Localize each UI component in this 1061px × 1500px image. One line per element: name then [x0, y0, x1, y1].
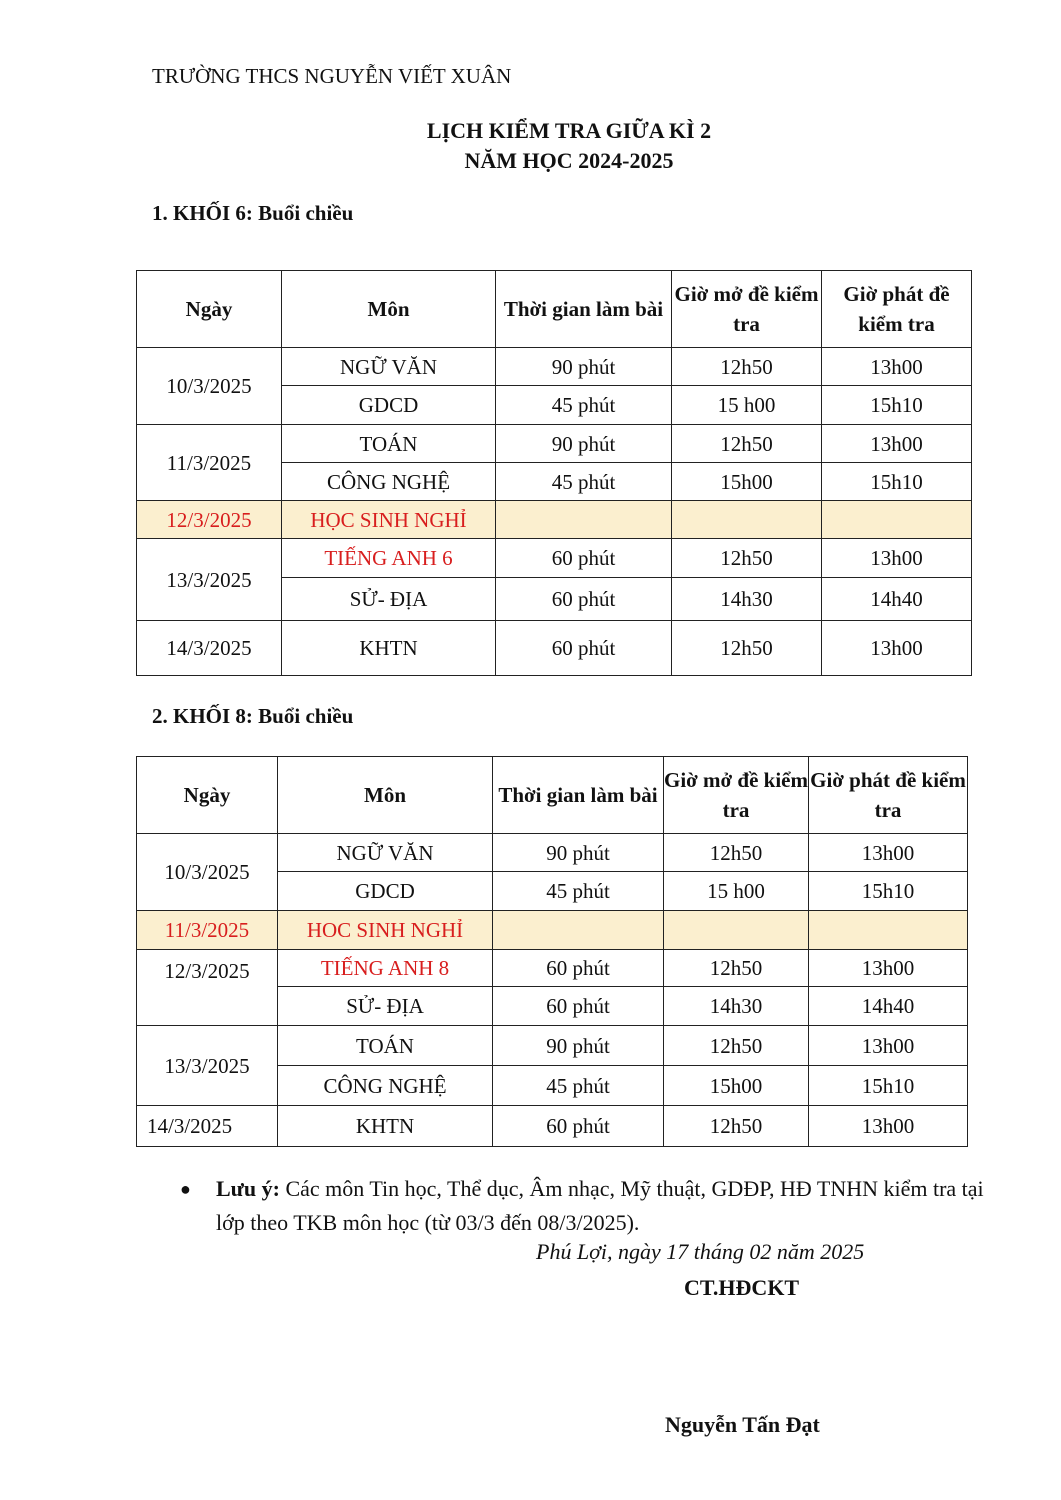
issue-time-cell: 15h10 [822, 386, 972, 425]
subject-cell: HOC SINH NGHỈ [278, 911, 493, 950]
duration-cell: 60 phút [493, 950, 664, 987]
issue-time-cell: 13h00 [809, 950, 968, 987]
duration-cell: 90 phút [493, 1026, 664, 1066]
issue-time-cell: 15h10 [809, 872, 968, 911]
subject-cell: GDCD [278, 872, 493, 911]
open-time-cell: 12h50 [672, 348, 822, 386]
subject-cell: TOÁN [282, 425, 496, 463]
duration-cell: 90 phút [496, 425, 672, 463]
duration-cell: 60 phút [496, 539, 672, 578]
subject-cell: NGỮ VĂN [278, 834, 493, 872]
duration-cell [496, 501, 672, 539]
issue-time-cell [809, 911, 968, 950]
column-header: Ngày [137, 271, 282, 348]
duration-cell: 60 phút [493, 1106, 664, 1147]
subject-cell: TIẾNG ANH 8 [278, 950, 493, 987]
issue-time-cell: 13h00 [809, 1106, 968, 1147]
table-row [137, 1106, 968, 1147]
subject-cell: SỬ- ĐỊA [278, 987, 493, 1026]
grade6-schedule-table [136, 270, 972, 676]
note-paragraph [216, 1172, 1006, 1240]
signer-role: CT.HĐCKT [684, 1275, 800, 1300]
duration-cell: 60 phút [493, 987, 664, 1026]
issue-time-cell: 13h00 [822, 348, 972, 386]
date-cell: 13/3/2025 [137, 539, 282, 621]
open-time-cell: 12h50 [672, 621, 822, 676]
duration-cell: 90 phút [493, 834, 664, 872]
issue-time-cell: 13h00 [809, 1026, 968, 1066]
school-name: TRƯỜNG THCS NGUYỄN VIẾT XUÂN [152, 64, 512, 88]
day-off-row [137, 911, 968, 950]
subject-cell: NGỮ VĂN [282, 348, 496, 386]
open-time-cell: 12h50 [664, 1106, 809, 1147]
issue-time-cell: 14h40 [822, 578, 972, 621]
subject-cell: CÔNG NGHỆ [282, 463, 496, 501]
issue-time-cell: 13h00 [809, 834, 968, 872]
duration-cell: 60 phút [496, 621, 672, 676]
bullet-icon: ● [180, 1179, 191, 1199]
subject-cell: KHTN [282, 621, 496, 676]
issue-time-cell: 15h10 [809, 1066, 968, 1106]
date-cell: 14/3/2025 [137, 621, 282, 676]
open-time-cell: 14h30 [672, 578, 822, 621]
issue-time-cell: 14h40 [809, 987, 968, 1026]
column-header: Giờ phát đề kiểm tra [822, 271, 972, 348]
column-header: Môn [278, 757, 493, 834]
date-cell: 14/3/2025 [137, 1106, 278, 1147]
grade8-heading: 2. KHỐI 8: Buổi chiều [152, 704, 354, 728]
column-header: Giờ mở đề kiểm tra [664, 757, 809, 834]
open-time-cell: 12h50 [672, 539, 822, 578]
subject-cell: TOÁN [278, 1026, 493, 1066]
table-row [137, 950, 968, 987]
open-time-cell: 15h00 [672, 463, 822, 501]
open-time-cell: 15h00 [664, 1066, 809, 1106]
table-row [137, 1026, 968, 1066]
column-header: Giờ mở đề kiểm tra [672, 271, 822, 348]
open-time-cell: 14h30 [664, 987, 809, 1026]
table-row [137, 348, 972, 386]
date-cell: 10/3/2025 [137, 834, 278, 911]
note-label: Lưu ý: [216, 1176, 280, 1201]
table-row [137, 621, 972, 676]
place-date: Phú Lợi, ngày 17 tháng 02 năm 2025 [536, 1239, 865, 1264]
issue-time-cell: 13h00 [822, 621, 972, 676]
note-text: Các môn Tin học, Thể dục, Âm nhạc, Mỹ thuật, GDĐP, HĐ TNHN kiểm tra tại lớp theo TKB môn học (từ 03/3 đến 08/3/2025). [216, 1176, 984, 1235]
grade8-schedule-table [136, 756, 968, 1147]
day-off-row [137, 501, 972, 539]
open-time-cell: 15 h00 [664, 872, 809, 911]
subject-cell: CÔNG NGHỆ [278, 1066, 493, 1106]
duration-cell: 45 phút [496, 463, 672, 501]
document-title: LỊCH KIỂM TRA GIỮA KÌ 2 [426, 118, 712, 143]
open-time-cell: 12h50 [664, 834, 809, 872]
table-row [137, 425, 972, 463]
subject-cell: SỬ- ĐỊA [282, 578, 496, 621]
duration-cell: 45 phút [493, 1066, 664, 1106]
column-header: Thời gian làm bài [496, 271, 672, 348]
open-time-cell: 12h50 [672, 425, 822, 463]
date-cell: 12/3/2025 [137, 950, 278, 1026]
open-time-cell: 12h50 [664, 1026, 809, 1066]
column-header: Thời gian làm bài [493, 757, 664, 834]
duration-cell: 60 phút [496, 578, 672, 621]
grade6-heading: 1. KHỐI 6: Buổi chiều [152, 201, 354, 225]
date-cell: 11/3/2025 [137, 911, 278, 950]
signer-name: Nguyễn Tấn Đạt [665, 1412, 820, 1437]
issue-time-cell: 15h10 [822, 463, 972, 501]
table-row [137, 834, 968, 872]
issue-time-cell: 13h00 [822, 425, 972, 463]
duration-cell: 45 phút [493, 872, 664, 911]
date-cell: 13/3/2025 [137, 1026, 278, 1106]
column-header: Giờ phát đề kiểm tra [809, 757, 968, 834]
open-time-cell: 12h50 [664, 950, 809, 987]
duration-cell: 90 phút [496, 348, 672, 386]
header-row [137, 757, 968, 834]
open-time-cell: 15 h00 [672, 386, 822, 425]
issue-time-cell: 13h00 [822, 539, 972, 578]
duration-cell [493, 911, 664, 950]
column-header: Ngày [137, 757, 278, 834]
issue-time-cell [822, 501, 972, 539]
school-year: NĂM HỌC 2024-2025 [464, 148, 674, 173]
column-header: Môn [282, 271, 496, 348]
date-cell: 11/3/2025 [137, 425, 282, 501]
subject-cell: KHTN [278, 1106, 493, 1147]
date-cell: 10/3/2025 [137, 348, 282, 425]
date-cell: 12/3/2025 [137, 501, 282, 539]
open-time-cell [664, 911, 809, 950]
subject-cell: HỌC SINH NGHỈ [282, 501, 496, 539]
duration-cell: 45 phút [496, 386, 672, 425]
open-time-cell [672, 501, 822, 539]
header-row [137, 271, 972, 348]
subject-cell: TIẾNG ANH 6 [282, 539, 496, 578]
subject-cell: GDCD [282, 386, 496, 425]
table-row [137, 539, 972, 578]
